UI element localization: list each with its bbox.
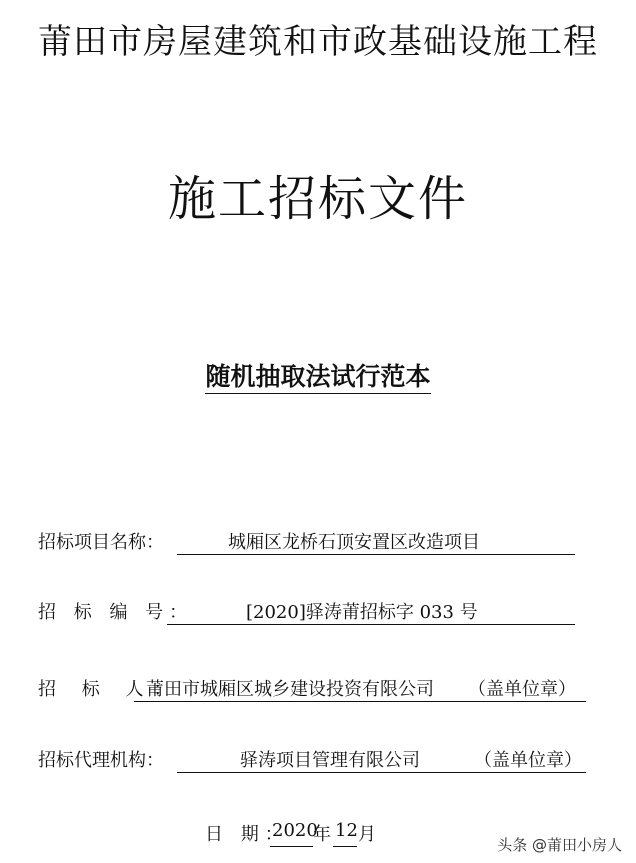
date-label: 日 期：: [205, 824, 289, 845]
document-subtitle-text: 随机抽取法试行范本: [205, 362, 430, 394]
date-month-underline: [333, 846, 357, 847]
date-month: 12: [335, 820, 358, 841]
project-name-underline: [177, 554, 575, 555]
field-agency: [0, 746, 636, 776]
tender-number-value: [2020]驿涛莆招标字 033 号: [246, 602, 478, 623]
project-name-value: 城厢区龙桥石顶安置区改造项目: [228, 532, 480, 553]
date-year: 2020: [272, 820, 318, 841]
date-month-unit: 月: [358, 824, 376, 845]
tender-number-label: 招 标 编 号：: [38, 602, 194, 623]
agency-value: 驿涛项目管理有限公司: [240, 750, 420, 771]
tenderer-seal-note: （盖单位章）: [468, 679, 576, 700]
date-year-underline: [270, 846, 313, 847]
document-subtitle: [0, 357, 636, 393]
document-title-line-1: 莆田市房屋建筑和市政基础设施工程: [38, 22, 598, 62]
tenderer-label: 招 标 人：: [38, 679, 182, 700]
agency-label: 招标代理机构：: [38, 750, 164, 771]
project-name-label: 招标项目名称：: [38, 532, 164, 553]
document-title-line-2: 施工招标文件: [167, 171, 468, 227]
field-tender-number: [0, 598, 636, 628]
date-year-unit: 年: [313, 824, 331, 845]
field-tenderer: [0, 675, 636, 705]
tenderer-value: 莆田市城厢区城乡建设投资有限公司: [146, 679, 434, 700]
agency-seal-note: （盖单位章）: [474, 750, 582, 771]
watermark: 头条 @莆田小房人: [497, 836, 622, 854]
agency-underline: [177, 772, 586, 773]
tenderer-underline: [134, 701, 586, 702]
field-project-name: [0, 528, 636, 558]
tender-number-underline: [167, 624, 575, 625]
